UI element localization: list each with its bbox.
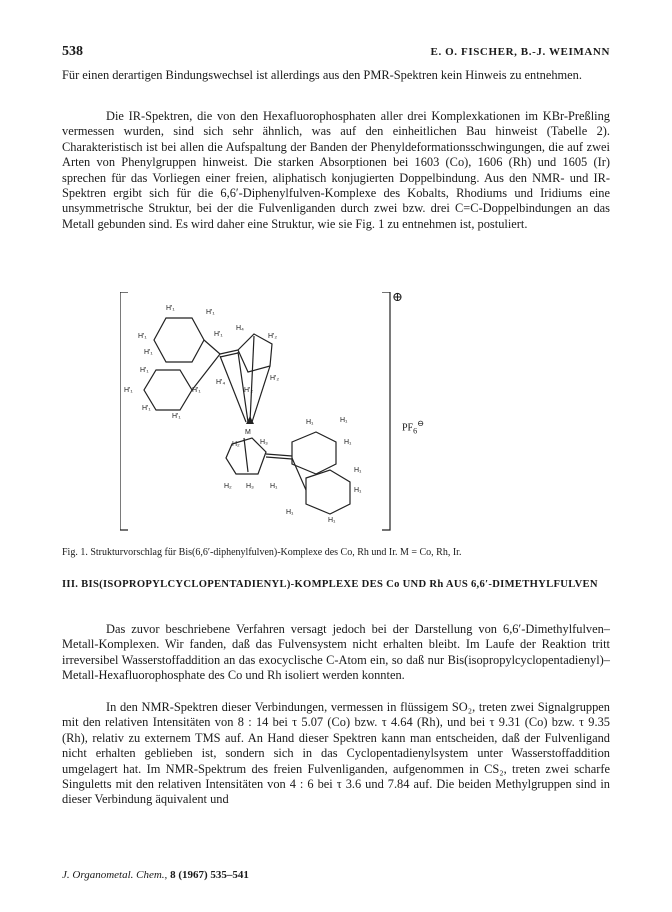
anion-formula: PF (402, 422, 414, 434)
coord-arrow-2 (250, 336, 254, 422)
atom-label: H₁ (344, 439, 352, 446)
atom-label: H₁ (354, 487, 362, 494)
coord-arrow-3 (252, 366, 270, 422)
atom-label: H'₁ (140, 367, 149, 374)
metal-label: M (245, 429, 251, 436)
page-header (62, 44, 610, 62)
atom-label: H₁ (340, 417, 348, 424)
atom-label: H₂ (224, 483, 232, 490)
bond-a (204, 340, 220, 354)
atom-label: H'₄ (216, 379, 226, 386)
page-number: 538 (62, 44, 83, 59)
atom-label: H₁ (328, 517, 336, 524)
atom-label: H₄ (236, 325, 244, 332)
running-head-authors: E. O. FISCHER, B.-J. WEIMANN (430, 46, 610, 58)
atom-label: H'₁ (172, 413, 181, 420)
atom-label: H'₁ (144, 349, 153, 356)
atom-label: H'₁ (142, 405, 151, 412)
left-bracket (120, 292, 128, 530)
bond-c (292, 458, 306, 490)
anion-charge: ⊖ (417, 419, 425, 428)
atom-label: H'₁ (206, 309, 215, 316)
structure-diagram (120, 292, 430, 536)
atom-label: H₂ (232, 441, 240, 448)
ring-bridge (244, 438, 248, 472)
journal-citation: 8 (1967) 535–541 (170, 869, 249, 881)
atom-label: H₁ (354, 467, 362, 474)
atom-label: H'₂ (268, 333, 278, 340)
atom-label: H₁ (270, 483, 278, 490)
phenyl-ring-lower-left (144, 370, 192, 410)
atom-label: H'₁ (192, 387, 201, 394)
right-bracket (382, 292, 390, 530)
phenyl-ring-lower-right-2 (306, 470, 350, 514)
atom-label: H'₂ (270, 375, 280, 382)
atom-label: H₃ (246, 483, 254, 490)
lower-exocyclic (266, 454, 292, 456)
phenyl-ring-lower-right-1 (292, 432, 336, 474)
fulvene-ring-upper (238, 334, 272, 372)
atom-label: H'₁ (214, 331, 223, 338)
atom-label: H₁ (286, 509, 294, 516)
coord-arrow-4 (220, 356, 246, 422)
counter-anion (402, 418, 424, 435)
phenyl-ring-upper-left (154, 318, 204, 362)
journal-footer (62, 869, 249, 881)
atom-label: H'₁ (124, 387, 133, 394)
cation-charge: ⊕ (392, 289, 403, 304)
atom-label: H₁ (306, 419, 314, 426)
anion-subscript: 6 (413, 426, 418, 436)
paragraph-3: Das zuvor beschriebene Verfahren versagt jedoch bei der Darstellung von 6,6′-Dimethylfulven–Metall-Komplexen. Wir fanden, daß das Fulvensystem nicht erhalten bleibt. Im Laufe der Reaktion tritt irreversibel Wasserstoffaddition an das exocyclische C-Atom ein, so daß nur Bis(isopropylcyclopentadienyl)–Metall-Hexafluorophosphate des Co und Rh isoliert werden konnten. (62, 622, 610, 683)
atom-label: H'₁ (138, 333, 147, 340)
journal-name: J. Organometal. Chem., (62, 869, 168, 881)
atom-label: H'₂ (244, 387, 254, 394)
section-heading: III. BIS(ISOPROPYLCYCLOPENTADIENYL)-KOMPLEXE DES Co UND Rh AUS 6,6′-DIMETHYLFULVEN (62, 579, 598, 590)
paragraph-2: Die IR-Spektren, die von den Hexafluorophosphaten aller drei Komplexkationen im KBr-Preßling vermessen wurden, sind sich sehr ähnlich, was auf den einheitlichen Bau hinweist (Tabelle 2). Charakteristisch ist bei allen die Aufspaltung der Banden der Phenyldeformationsschwingungen, die auf zwei Arten von Phenylgruppen hinweist. Die starken Absorptionen bei 1603 (Co), 1606 (Rh) und 1605 (Ir) sprechen für das Vorliegen einer freien, aliphatisch konjugierten Doppelbindung. Aus den NMR- und IR-Spektren ergibt sich für die 6,6′-Diphenylfulven-Komplexe des Kobalts, Rhodiums und Iridiums eine unsymmetrische Struktur, bei der die Fulvenliganden durch zwei bzw. drei C=C-Doppelbindungen an das Metall gebunden sind. Es wird daher eine Struktur, wie sie Fig. 1 zu entnehmen ist, postuliert. (62, 109, 610, 231)
structure-figure (120, 292, 430, 536)
paragraph-4: In den NMR-Spektren dieser Verbindungen, vermessen in flüssigem SO₂, treten zwei Signalgruppen mit den relativen Intensitäten von 8 : 14 bei τ 5.07 (Co) bzw. τ 4.64 (Rh), und bei τ 9.31 (Co) bzw. τ 9.35 (Rh), relativ zu externem TMS auf. An Hand dieser Spektren kann man entscheiden, daß der Fulvenligand nicht erhalten geblieben ist, sondern sich in das Cyclopentadienylsystem unter Wasserstoffaddition umgelagert hat. Im NMR-Spektrum des freien Fulvenliganden, aufgenommen in CS₂, treten zwei scharfe Singuletts mit den relativen Intensitäten von 4 : 6 bei τ 3.6 und 7.84 auf. Die beiden Methylgruppen sind in dieser Verbindung äquivalent und (62, 700, 610, 807)
paragraph-1: Für einen derartigen Bindungswechsel ist allerdings aus den PMR-Spektren kein Hinweis zu entnehmen. (62, 68, 582, 82)
figure-caption: Fig. 1. Strukturvorschlag für Bis(6,6′-diphenylfulven)-Komplexe des Co, Rh und Ir. M = Co, Rh, Ir. (62, 547, 462, 558)
lower-exocyclic-2 (266, 457, 292, 459)
atom-label: H₃ (260, 439, 268, 446)
atom-label: H'₁ (166, 305, 175, 312)
